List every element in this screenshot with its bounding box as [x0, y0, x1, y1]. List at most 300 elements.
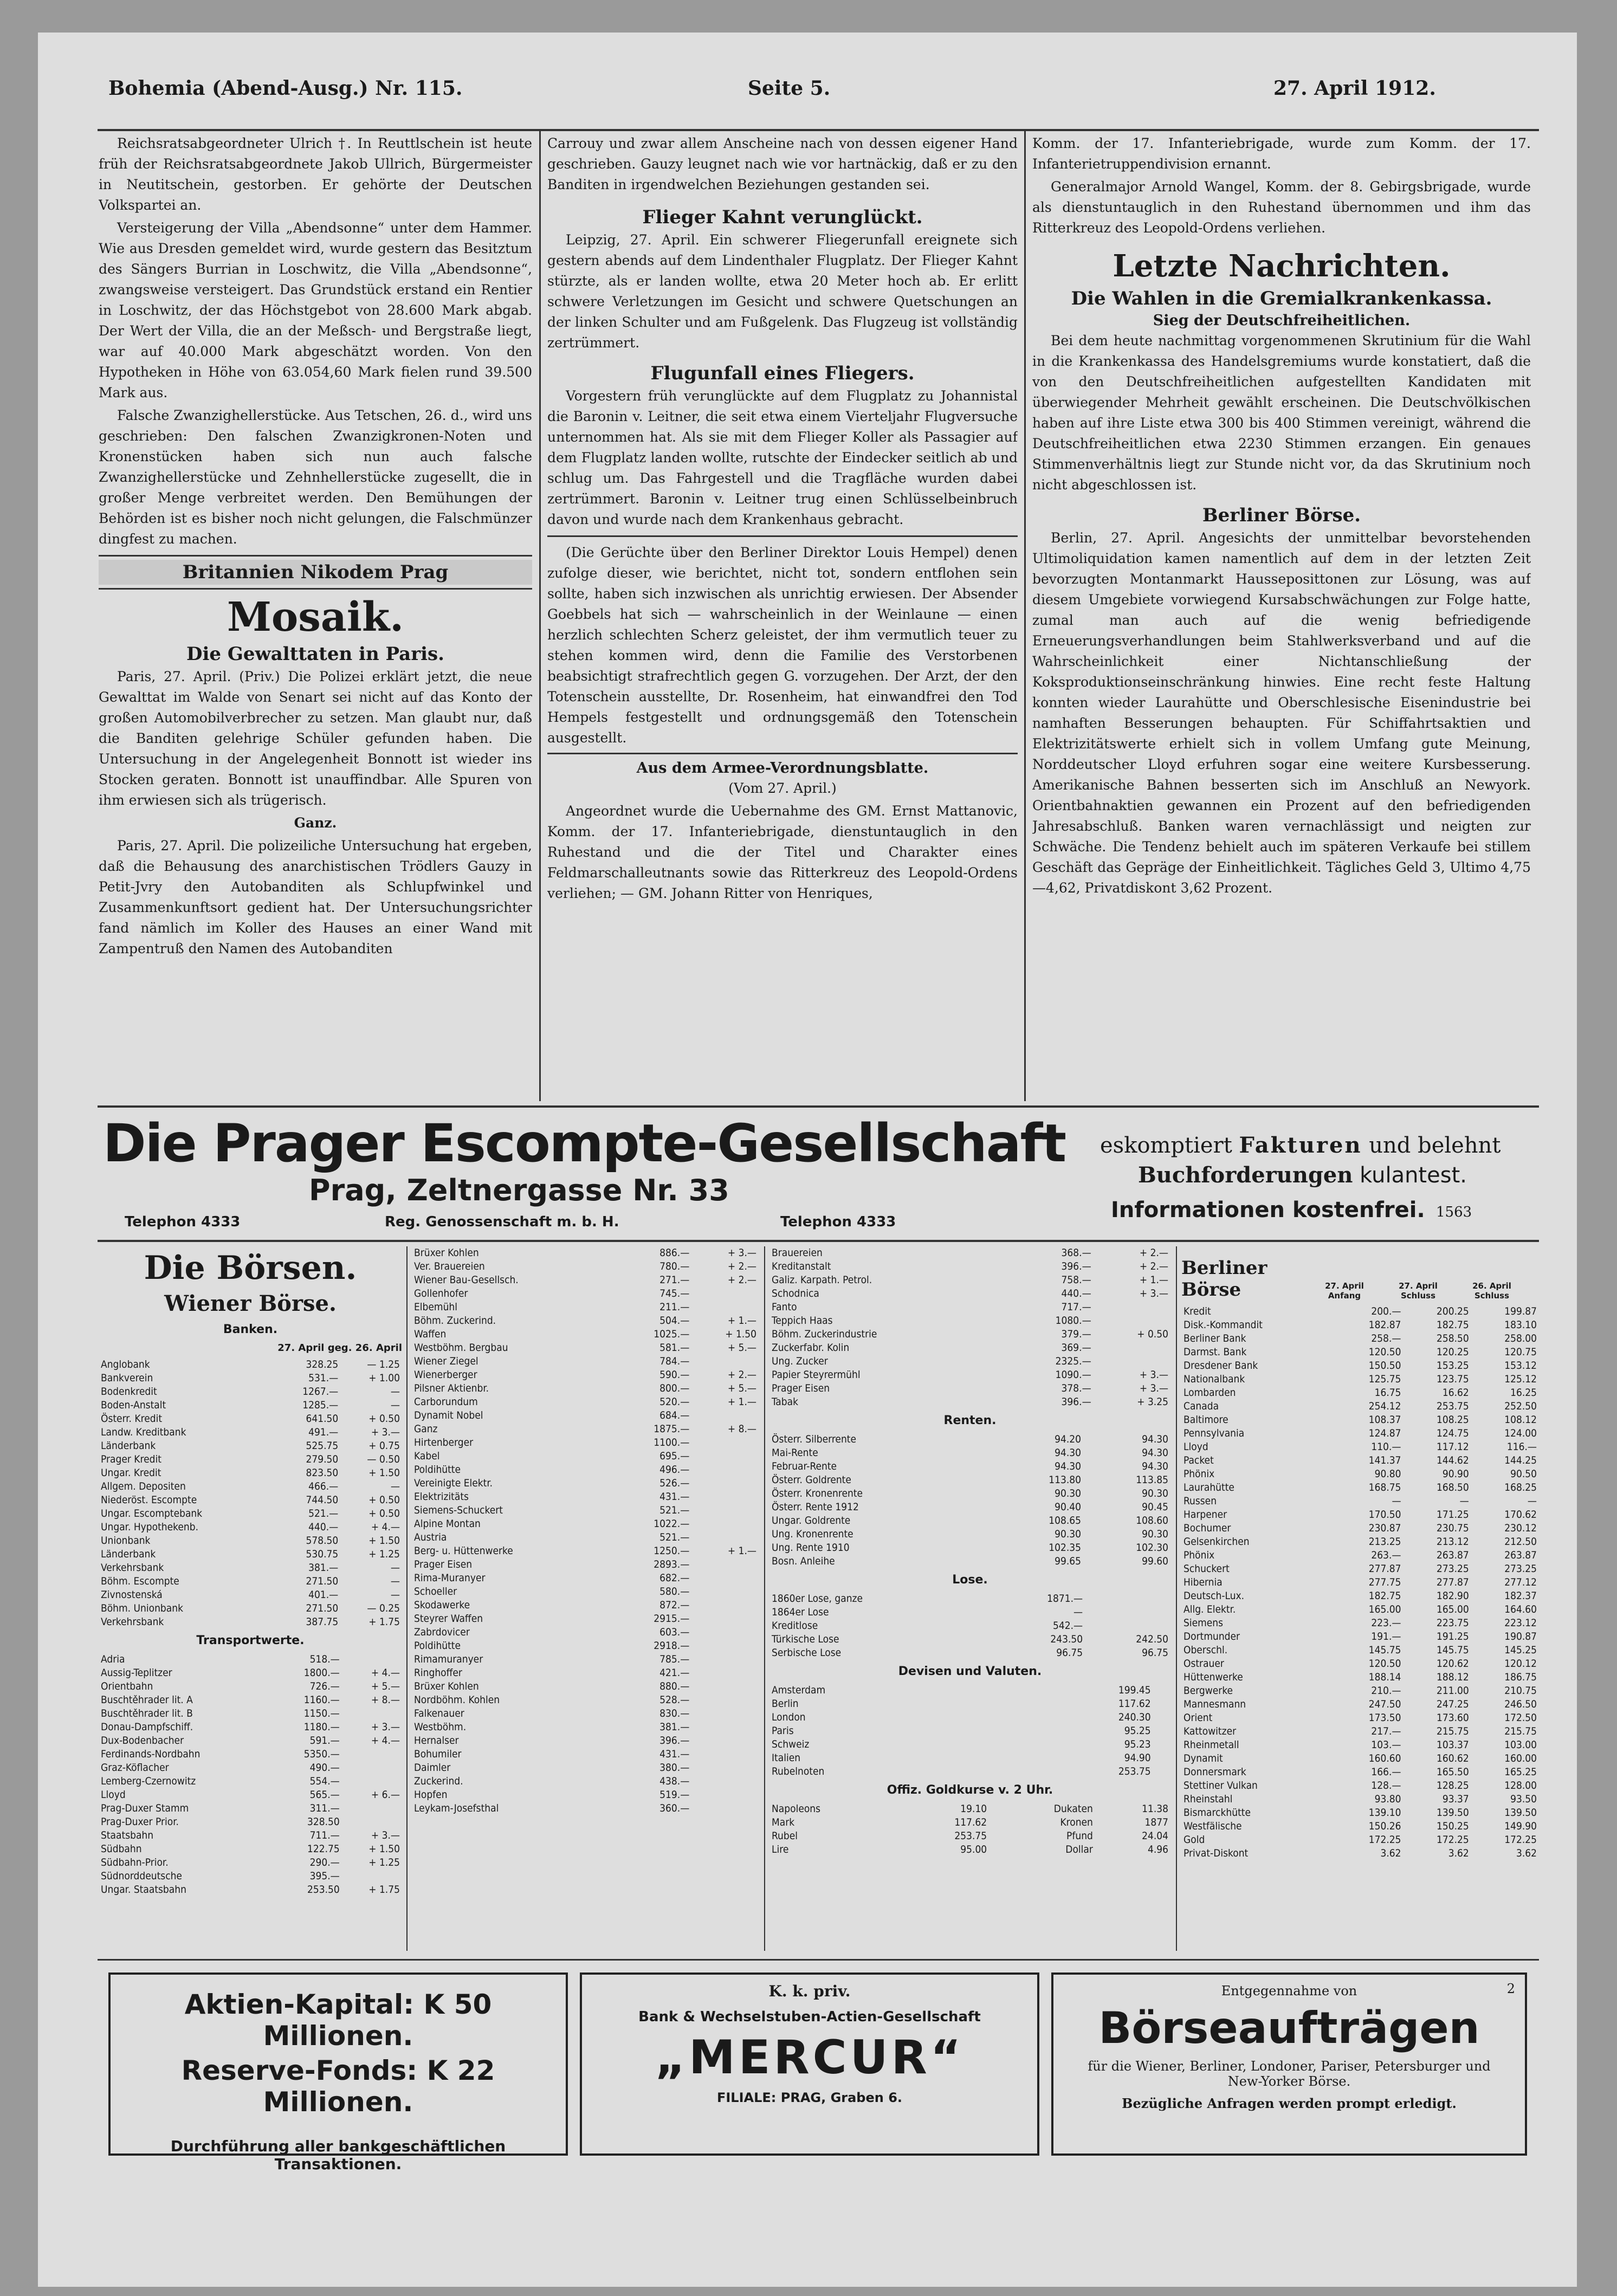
row-value: 199.87: [1504, 1305, 1537, 1317]
row-value: 223.—: [1371, 1617, 1401, 1629]
row-value: Kronen: [1060, 1816, 1093, 1828]
row-value: 215.75: [1436, 1725, 1469, 1737]
row-label: Oberschl.: [1183, 1644, 1228, 1656]
misc-table: [769, 1246, 1170, 1409]
row-label: Ver. Brauereien: [414, 1260, 485, 1272]
table-row: [412, 1707, 759, 1721]
row-value: + 5.—: [371, 1680, 400, 1692]
devisen-table: [769, 1684, 1170, 1778]
row-label: Canada: [1183, 1400, 1219, 1412]
row-value: [691, 1558, 759, 1571]
row-value: [691, 1571, 759, 1585]
table-row: [1181, 1833, 1539, 1847]
row-value: + 4.—: [371, 1667, 400, 1679]
table-row: [1181, 1427, 1539, 1440]
row-value: 24.04: [1142, 1830, 1168, 1842]
table-row: [1181, 1738, 1539, 1752]
row-value: 96.75: [1056, 1647, 1083, 1659]
row-value: 711.—: [309, 1829, 340, 1841]
table-row: [1181, 1373, 1539, 1386]
row-value: 381.—: [659, 1721, 690, 1733]
row-value: 271.50: [306, 1602, 339, 1614]
row-value: 90.50: [1510, 1468, 1537, 1480]
row-value: 360.—: [659, 1802, 690, 1814]
ad-boerse-line-2: für die Wiener, Berliner, Londoner, Pariser, Petersburger und New-Yorker Börse.: [1088, 2059, 1491, 2089]
row-value: 182.75: [1436, 1319, 1469, 1331]
escompte-word-buchforderungen: Buchforderungen: [1138, 1162, 1353, 1188]
row-value: + 0.50: [368, 1494, 400, 1506]
row-value: 211.—: [659, 1301, 690, 1313]
row-value: + 0.50: [1137, 1328, 1168, 1340]
headline-berliner-boerse: Berliner Börse.: [1202, 505, 1361, 526]
paris-continuation: Carrouy und zwar allem Anscheine nach von dessen eigener Hand geschrieben. Gauzy leugnet nach wie vor hartnäckig, daß er zu den Banditen in irgendwelchen Beziehungen gestanden sei.: [547, 135, 1018, 192]
row-label: Österr. Goldrente: [772, 1474, 851, 1486]
row-label: Phönix: [1183, 1549, 1215, 1561]
row-value: —: [1459, 1495, 1469, 1507]
row-value: + 1.75: [368, 1616, 400, 1628]
row-value: + 0.75: [368, 1440, 400, 1452]
row-label: Hopfen: [414, 1789, 448, 1801]
row-label: Elbemühl: [414, 1301, 457, 1313]
row-label: Teppich Haas: [772, 1315, 833, 1327]
table-row: [99, 1548, 402, 1561]
market-rule-1: [406, 1246, 408, 1951]
ad-boerseauftraege: [1051, 1972, 1527, 2156]
row-label: Brauereien: [772, 1247, 823, 1259]
armee-date: (Vom 27. April.): [728, 780, 837, 796]
row-label: Berlin: [772, 1698, 799, 1710]
table-row: [1181, 1657, 1539, 1671]
row-value: [691, 1802, 759, 1815]
row-label: Lombarden: [1183, 1387, 1236, 1399]
table-row: [1181, 1820, 1539, 1833]
row-label: Ung. Rente 1910: [772, 1542, 850, 1554]
row-value: 1090.—: [1055, 1369, 1091, 1381]
row-value: 603.—: [659, 1626, 690, 1638]
table-row: [769, 1829, 1170, 1843]
ad-boerse-line-3: Bezügliche Anfragen werden prompt erledigt.: [1122, 2095, 1457, 2111]
table-row: [99, 1666, 402, 1680]
row-label: Wiener Ziegel: [414, 1355, 478, 1367]
row-value: [691, 1287, 759, 1301]
row-label: Baltimore: [1183, 1414, 1228, 1426]
row-value: 519.—: [659, 1789, 690, 1801]
row-label: Orientbahn: [101, 1680, 153, 1692]
row-label: Anglobank: [101, 1359, 150, 1370]
table-row: [769, 1816, 1170, 1829]
row-value: [691, 1504, 759, 1517]
row-value: 172.25: [1436, 1834, 1469, 1846]
row-value: 94.30: [1055, 1447, 1081, 1459]
table-row: [99, 1842, 402, 1856]
lose-heading: Lose.: [952, 1573, 988, 1587]
row-label: Hüttenwerke: [1183, 1671, 1243, 1683]
row-value: + 1.50: [725, 1328, 756, 1340]
row-value: + 5.—: [727, 1382, 756, 1394]
table-row: [412, 1287, 759, 1301]
row-value: —: [390, 1562, 400, 1574]
row-value: [691, 1463, 759, 1477]
table-row: [769, 1501, 1170, 1514]
row-value: [691, 1409, 759, 1422]
table-row: [769, 1843, 1170, 1857]
row-value: 279.50: [306, 1453, 339, 1465]
row-label: Steyrer Waffen: [414, 1613, 483, 1625]
obituary-notice: Reichsratsabgeordneter Ulrich †. In Reuttlschein ist heute früh der Reichsratsabgeordnete Jakob Ullrich, Bürgermeister in Neutitschein, gestorben. Er gehörte der Deutschen Volkspartei an.: [99, 135, 532, 213]
row-label: Lloyd: [101, 1789, 126, 1801]
row-value: 120.50: [1368, 1658, 1401, 1670]
row-label: Böhm. Escompte: [101, 1575, 179, 1587]
row-label: Dortmunder: [1183, 1631, 1240, 1642]
row-value: 641.50: [306, 1413, 339, 1425]
row-value: 120.75: [1504, 1346, 1537, 1358]
row-value: [342, 1802, 402, 1815]
row-value: 188.14: [1368, 1671, 1401, 1683]
table-row: [769, 1555, 1170, 1568]
row-label: Kredit: [1183, 1305, 1211, 1317]
ad-bottom-rule: [98, 1240, 1539, 1242]
row-label: Prager Kredit: [101, 1453, 161, 1465]
escompte-tel-left: Telephon 4333: [125, 1214, 241, 1230]
berlin-table-title: Berliner Börse: [1181, 1257, 1267, 1301]
table-row: [769, 1633, 1170, 1646]
headline-paris: Die Gewalttaten in Paris.: [186, 643, 445, 665]
row-label: Graz-Köflacher: [101, 1762, 169, 1774]
row-label: Schoeller: [414, 1586, 457, 1598]
row-value: [691, 1788, 759, 1802]
row-label: Ostrauer: [1183, 1658, 1224, 1670]
row-value: [342, 1748, 402, 1761]
row-label: Pennsylvania: [1183, 1427, 1245, 1439]
table-row: [99, 1453, 402, 1466]
row-value: 277.75: [1368, 1576, 1401, 1588]
row-value: 1267.—: [302, 1386, 339, 1398]
row-value: + 1.75: [368, 1884, 400, 1896]
row-value: 253.75: [1118, 1765, 1151, 1777]
row-value: 2915.—: [654, 1613, 690, 1625]
row-value: + 3.—: [371, 1721, 400, 1733]
table-row: [99, 1870, 402, 1883]
row-value: —: [1527, 1495, 1537, 1507]
row-label: Vereinigte Elektr.: [414, 1477, 493, 1489]
row-value: + 1.—: [727, 1396, 756, 1408]
row-value: 880.—: [659, 1680, 690, 1692]
row-value: 1877: [1144, 1816, 1168, 1828]
row-value: 212.50: [1504, 1536, 1537, 1548]
row-value: 290.—: [309, 1857, 340, 1868]
row-label: Buschtěhrader lit. B: [101, 1708, 193, 1719]
table-row: [769, 1341, 1170, 1355]
berlin-head-2: 27. April Schluss: [1399, 1281, 1438, 1301]
row-label: Elektrizitäts: [414, 1491, 469, 1503]
row-value: + 3.—: [727, 1247, 756, 1259]
table-row: [1181, 1806, 1539, 1820]
table-row: [1181, 1752, 1539, 1765]
row-value: 263.—: [1371, 1549, 1401, 1561]
row-label: Ungar. Goldrente: [772, 1515, 851, 1527]
row-label: Österr. Rente 1912: [772, 1501, 859, 1513]
row-label: Laurahütte: [1183, 1482, 1234, 1493]
table-row: [412, 1639, 759, 1653]
table-row: [99, 1480, 402, 1493]
market-column-3: [769, 1246, 1170, 1956]
row-label: 1864er Lose: [772, 1606, 829, 1618]
row-value: 165.00: [1436, 1603, 1469, 1615]
row-value: [1153, 1684, 1170, 1697]
row-value: 99.60: [1142, 1555, 1168, 1567]
row-value: 93.80: [1374, 1793, 1401, 1805]
row-value: 223.75: [1436, 1617, 1469, 1629]
row-label: Westfälische: [1183, 1820, 1242, 1832]
transport-table: [99, 1653, 402, 1897]
table-row: [1181, 1495, 1539, 1508]
row-value: 164.60: [1504, 1603, 1537, 1615]
lose-table: [769, 1592, 1170, 1660]
row-label: Prag-Duxer Prior.: [101, 1816, 179, 1828]
escompte-word-3: und belehnt: [1369, 1133, 1501, 1158]
row-value: 590.—: [659, 1369, 690, 1381]
row-value: 440.—: [308, 1521, 339, 1533]
row-value: 150.25: [1436, 1820, 1469, 1832]
ad-boerse-title: Börseaufträgen: [1098, 2003, 1480, 2053]
table-row: [412, 1477, 759, 1490]
row-value: 785.—: [659, 1653, 690, 1665]
row-value: 191.25: [1436, 1631, 1469, 1642]
divider: [547, 535, 1018, 537]
row-value: 247.25: [1436, 1698, 1469, 1710]
row-value: 431.—: [659, 1491, 690, 1503]
berlin-head-3: 26. April Schluss: [1472, 1281, 1511, 1301]
markets-title: Die Börsen.: [144, 1249, 357, 1287]
row-label: Ungar. Staatsbahn: [101, 1884, 186, 1896]
row-value: 95.00: [960, 1844, 987, 1855]
row-value: [691, 1626, 759, 1639]
row-label: Rimamuranyer: [414, 1653, 483, 1665]
row-value: 726.—: [309, 1680, 340, 1692]
row-value: 94.30: [1142, 1447, 1168, 1459]
row-value: 1025.—: [654, 1328, 690, 1340]
row-value: 165.25: [1504, 1766, 1537, 1778]
row-label: Siemens: [1183, 1617, 1224, 1629]
row-value: —: [390, 1575, 400, 1587]
row-value: 90.30: [1055, 1528, 1081, 1540]
table-row: [1181, 1400, 1539, 1413]
table-row: [769, 1619, 1170, 1633]
table-row: [412, 1666, 759, 1680]
table-row: [412, 1761, 759, 1775]
row-label: Länderbank: [101, 1548, 156, 1560]
row-value: + 1.50: [368, 1843, 400, 1855]
table-row: [99, 1439, 402, 1453]
row-value: 328.25: [306, 1359, 339, 1370]
table-row: [412, 1585, 759, 1599]
table-row: [412, 1463, 759, 1477]
row-label: Unionbank: [101, 1535, 151, 1547]
row-value: 123.75: [1436, 1373, 1469, 1385]
row-label: Hirtenberger: [414, 1437, 474, 1448]
row-label: Böhm. Zuckerindustrie: [772, 1328, 877, 1340]
row-value: 117.62: [1118, 1698, 1151, 1710]
wiener-boerse-title: Wiener Börse.: [164, 1291, 337, 1316]
table-row: [412, 1788, 759, 1802]
divider: [547, 753, 1018, 754]
table-row: [769, 1355, 1170, 1368]
table-row: [769, 1765, 1170, 1778]
table-row: [99, 1815, 402, 1829]
table-row: [412, 1721, 759, 1734]
table-row: [1181, 1359, 1539, 1373]
row-value: 253.50: [307, 1884, 340, 1896]
row-value: 258.00: [1504, 1333, 1537, 1344]
row-label: Bergwerke: [1183, 1685, 1233, 1697]
row-value: 103.00: [1504, 1739, 1537, 1751]
ad-capital-line-1: Aktien-Kapital: K 50 Millionen.: [184, 1989, 492, 2052]
row-label: Dux-Bodenbacher: [101, 1735, 184, 1747]
row-value: + 6.—: [371, 1789, 400, 1801]
row-value: 145.75: [1436, 1644, 1469, 1656]
row-label: Alpine Montan: [414, 1518, 481, 1530]
row-value: 440.—: [1061, 1288, 1091, 1299]
table-row: [1181, 1644, 1539, 1657]
table-row: [769, 1446, 1170, 1460]
row-label: Ungar. Hypothekenb.: [101, 1521, 199, 1533]
row-value: [691, 1585, 759, 1599]
table-row: [412, 1653, 759, 1666]
row-value: 695.—: [659, 1450, 690, 1462]
row-value: [1085, 1619, 1170, 1633]
table-row: [412, 1273, 759, 1287]
row-label: Brüxer Kohlen: [414, 1680, 479, 1692]
table-row: [1181, 1779, 1539, 1793]
row-label: Bodenkredit: [101, 1386, 157, 1398]
row-label: Westböhm. Bergbau: [414, 1342, 508, 1354]
row-value: 263.87: [1504, 1549, 1537, 1561]
counterfeit-article: Falsche Zwanzighellerstücke. Aus Tetschen, 26. d., wird uns geschrieben: Den falschen Zwanzigkronen-Noten und Kronenstücken haben sich nun auch falsche Zwanzighellerstücke und Zehnhellerstücke zugesellt, die in großer Menge verbreitet werden. Den Bemühungen der Behörden ist es bisher noch nicht gelungen, die Falschmünzer dingfest zu machen.: [99, 408, 532, 547]
row-value: 93.50: [1510, 1793, 1537, 1805]
row-value: 95.25: [1124, 1725, 1151, 1737]
armee-continuation-2: Generalmajor Arnold Wangel, Komm. der 8. Gebirgsbrigade, wurde als dienstuntauglich in den Ruhestand übernommen und ihm das Ritterkreuz des Leopold-Ordens verliehen.: [1032, 179, 1531, 236]
subhead-sieg: Sieg der Deutschfreiheitlichen.: [1153, 312, 1411, 329]
row-value: 102.35: [1049, 1542, 1081, 1554]
banken-heading: Banken.: [223, 1323, 278, 1336]
row-label: Orient: [1183, 1712, 1213, 1724]
flugunfall-article: Vorgestern früh verunglückte auf dem Flugplatz zu Johannistal die Baronin v. Leitner, die seit etwa einem Vierteljahr Flugversuche unternommen hat. Als sie mit dem Flieger Koller als Passagier auf dem Flugplatz landen wollte, rutschte der Eindecker seitlich ab und schlug um. Das Fahrgestell und die Tragfläche wurden dabei zertrümmert. Baronin v. Leitner trug einen Schlüsselbeinbruch davon und wurde nach dem Krankenhaus gebracht.: [547, 388, 1018, 527]
table-row: [99, 1680, 402, 1693]
row-label: Rheinstahl: [1183, 1793, 1233, 1805]
row-label: London: [772, 1711, 806, 1723]
row-label: Stettiner Vulkan: [1183, 1780, 1258, 1791]
row-value: 90.30: [1055, 1487, 1081, 1499]
row-label: Siemens-Schuckert: [414, 1504, 503, 1516]
row-value: 173.60: [1436, 1712, 1469, 1724]
row-value: [691, 1775, 759, 1788]
row-value: 1871.—: [1047, 1593, 1083, 1605]
table-row: [769, 1368, 1170, 1382]
row-value: 16.25: [1510, 1387, 1537, 1399]
table-row: [769, 1514, 1170, 1528]
table-row: [412, 1409, 759, 1422]
escompte-ref: 1563: [1436, 1204, 1472, 1220]
banken-date-head: 27. April geg. 26. April: [277, 1342, 402, 1354]
row-label: Ganz: [414, 1423, 438, 1435]
row-value: + 8.—: [727, 1423, 756, 1435]
row-value: 369.—: [1061, 1342, 1091, 1354]
table-row: [412, 1246, 759, 1260]
table-row: [1181, 1671, 1539, 1684]
row-value: [1094, 1314, 1170, 1328]
row-value: [342, 1815, 402, 1829]
row-value: [1153, 1751, 1170, 1765]
row-value: 491.—: [308, 1426, 339, 1438]
table-row: [99, 1721, 402, 1734]
row-value: 120.50: [1368, 1346, 1401, 1358]
ad-boerse-ref: 2: [1506, 1981, 1515, 1996]
row-value: 200.25: [1436, 1305, 1469, 1317]
table-row: [99, 1575, 402, 1588]
row-value: 145.25: [1504, 1644, 1537, 1656]
berlin-table-header: [1181, 1257, 1539, 1301]
row-value: + 5.—: [727, 1342, 756, 1354]
table-row: [1181, 1549, 1539, 1562]
row-label: Ringhoffer: [414, 1667, 462, 1679]
table-row: [99, 1493, 402, 1507]
row-label: Verkehrsbank: [101, 1616, 164, 1628]
row-value: 90.40: [1055, 1501, 1081, 1513]
table-row: [1181, 1522, 1539, 1535]
table-row: [99, 1707, 402, 1721]
row-value: 190.87: [1504, 1631, 1537, 1642]
transport-heading: Transportwerte.: [196, 1634, 305, 1647]
row-value: 153.25: [1436, 1360, 1469, 1372]
row-label: Italien: [772, 1752, 801, 1764]
advert-banner: Britannien Nikodem Prag: [99, 560, 532, 585]
table-row: [412, 1382, 759, 1395]
row-value: 431.—: [659, 1748, 690, 1760]
banken-table: [99, 1358, 402, 1629]
row-value: 166.—: [1371, 1766, 1401, 1778]
table-row: [99, 1734, 402, 1748]
row-value: 744.50: [306, 1494, 339, 1506]
row-value: 684.—: [659, 1409, 690, 1421]
row-value: 378.—: [1061, 1382, 1091, 1394]
row-value: 168.25: [1504, 1482, 1537, 1493]
table-row: [99, 1372, 402, 1385]
table-row: [1181, 1454, 1539, 1467]
row-value: 277.87: [1436, 1576, 1469, 1588]
row-value: 554.—: [309, 1775, 340, 1787]
row-value: Pfund: [1066, 1830, 1093, 1842]
row-value: 188.12: [1436, 1671, 1469, 1683]
berlin-head-1: 27. April Anfang: [1325, 1281, 1364, 1301]
row-value: 124.87: [1368, 1427, 1401, 1439]
wahlen-article: Bei dem heute nachmittag vorgenommenen Skrutinium für die Wahl in die Krankenkassa des Handelsgremiums wurde konstatiert, daß die von den Deutschfreiheitlichen aufgestellten Kandidaten mit überwiegender Mehrheit gewählt erscheinen. Die Deutschvölkischen haben auf ihre Liste etwa 300 bis 400 Stimmen vereinigt, während die Deutschfreiheitlichen etwa 2230 Stimmen erzangen. Ein genaues Stimmenverhältnis liegt zur Stunde nicht vor, da das Skrutinium noch nicht abgeschlossen ist.: [1032, 333, 1531, 493]
market-rule-3: [1176, 1246, 1177, 1951]
row-label: Russen: [1183, 1495, 1217, 1507]
table-row: [412, 1395, 759, 1409]
row-label: Österr. Kronenrente: [772, 1487, 863, 1499]
column-1: [99, 133, 532, 1103]
row-value: 717.—: [1061, 1301, 1091, 1313]
row-label: Schuckert: [1183, 1563, 1230, 1575]
row-value: 530.75: [306, 1548, 339, 1560]
table-row: [769, 1646, 1170, 1660]
market-column-2: [412, 1246, 759, 1956]
row-value: 139.10: [1368, 1807, 1401, 1819]
row-label: Prag-Duxer Stamm: [101, 1802, 189, 1814]
row-value: 170.50: [1368, 1509, 1401, 1521]
row-value: 886.—: [659, 1247, 690, 1259]
row-value: 90.80: [1374, 1468, 1401, 1480]
